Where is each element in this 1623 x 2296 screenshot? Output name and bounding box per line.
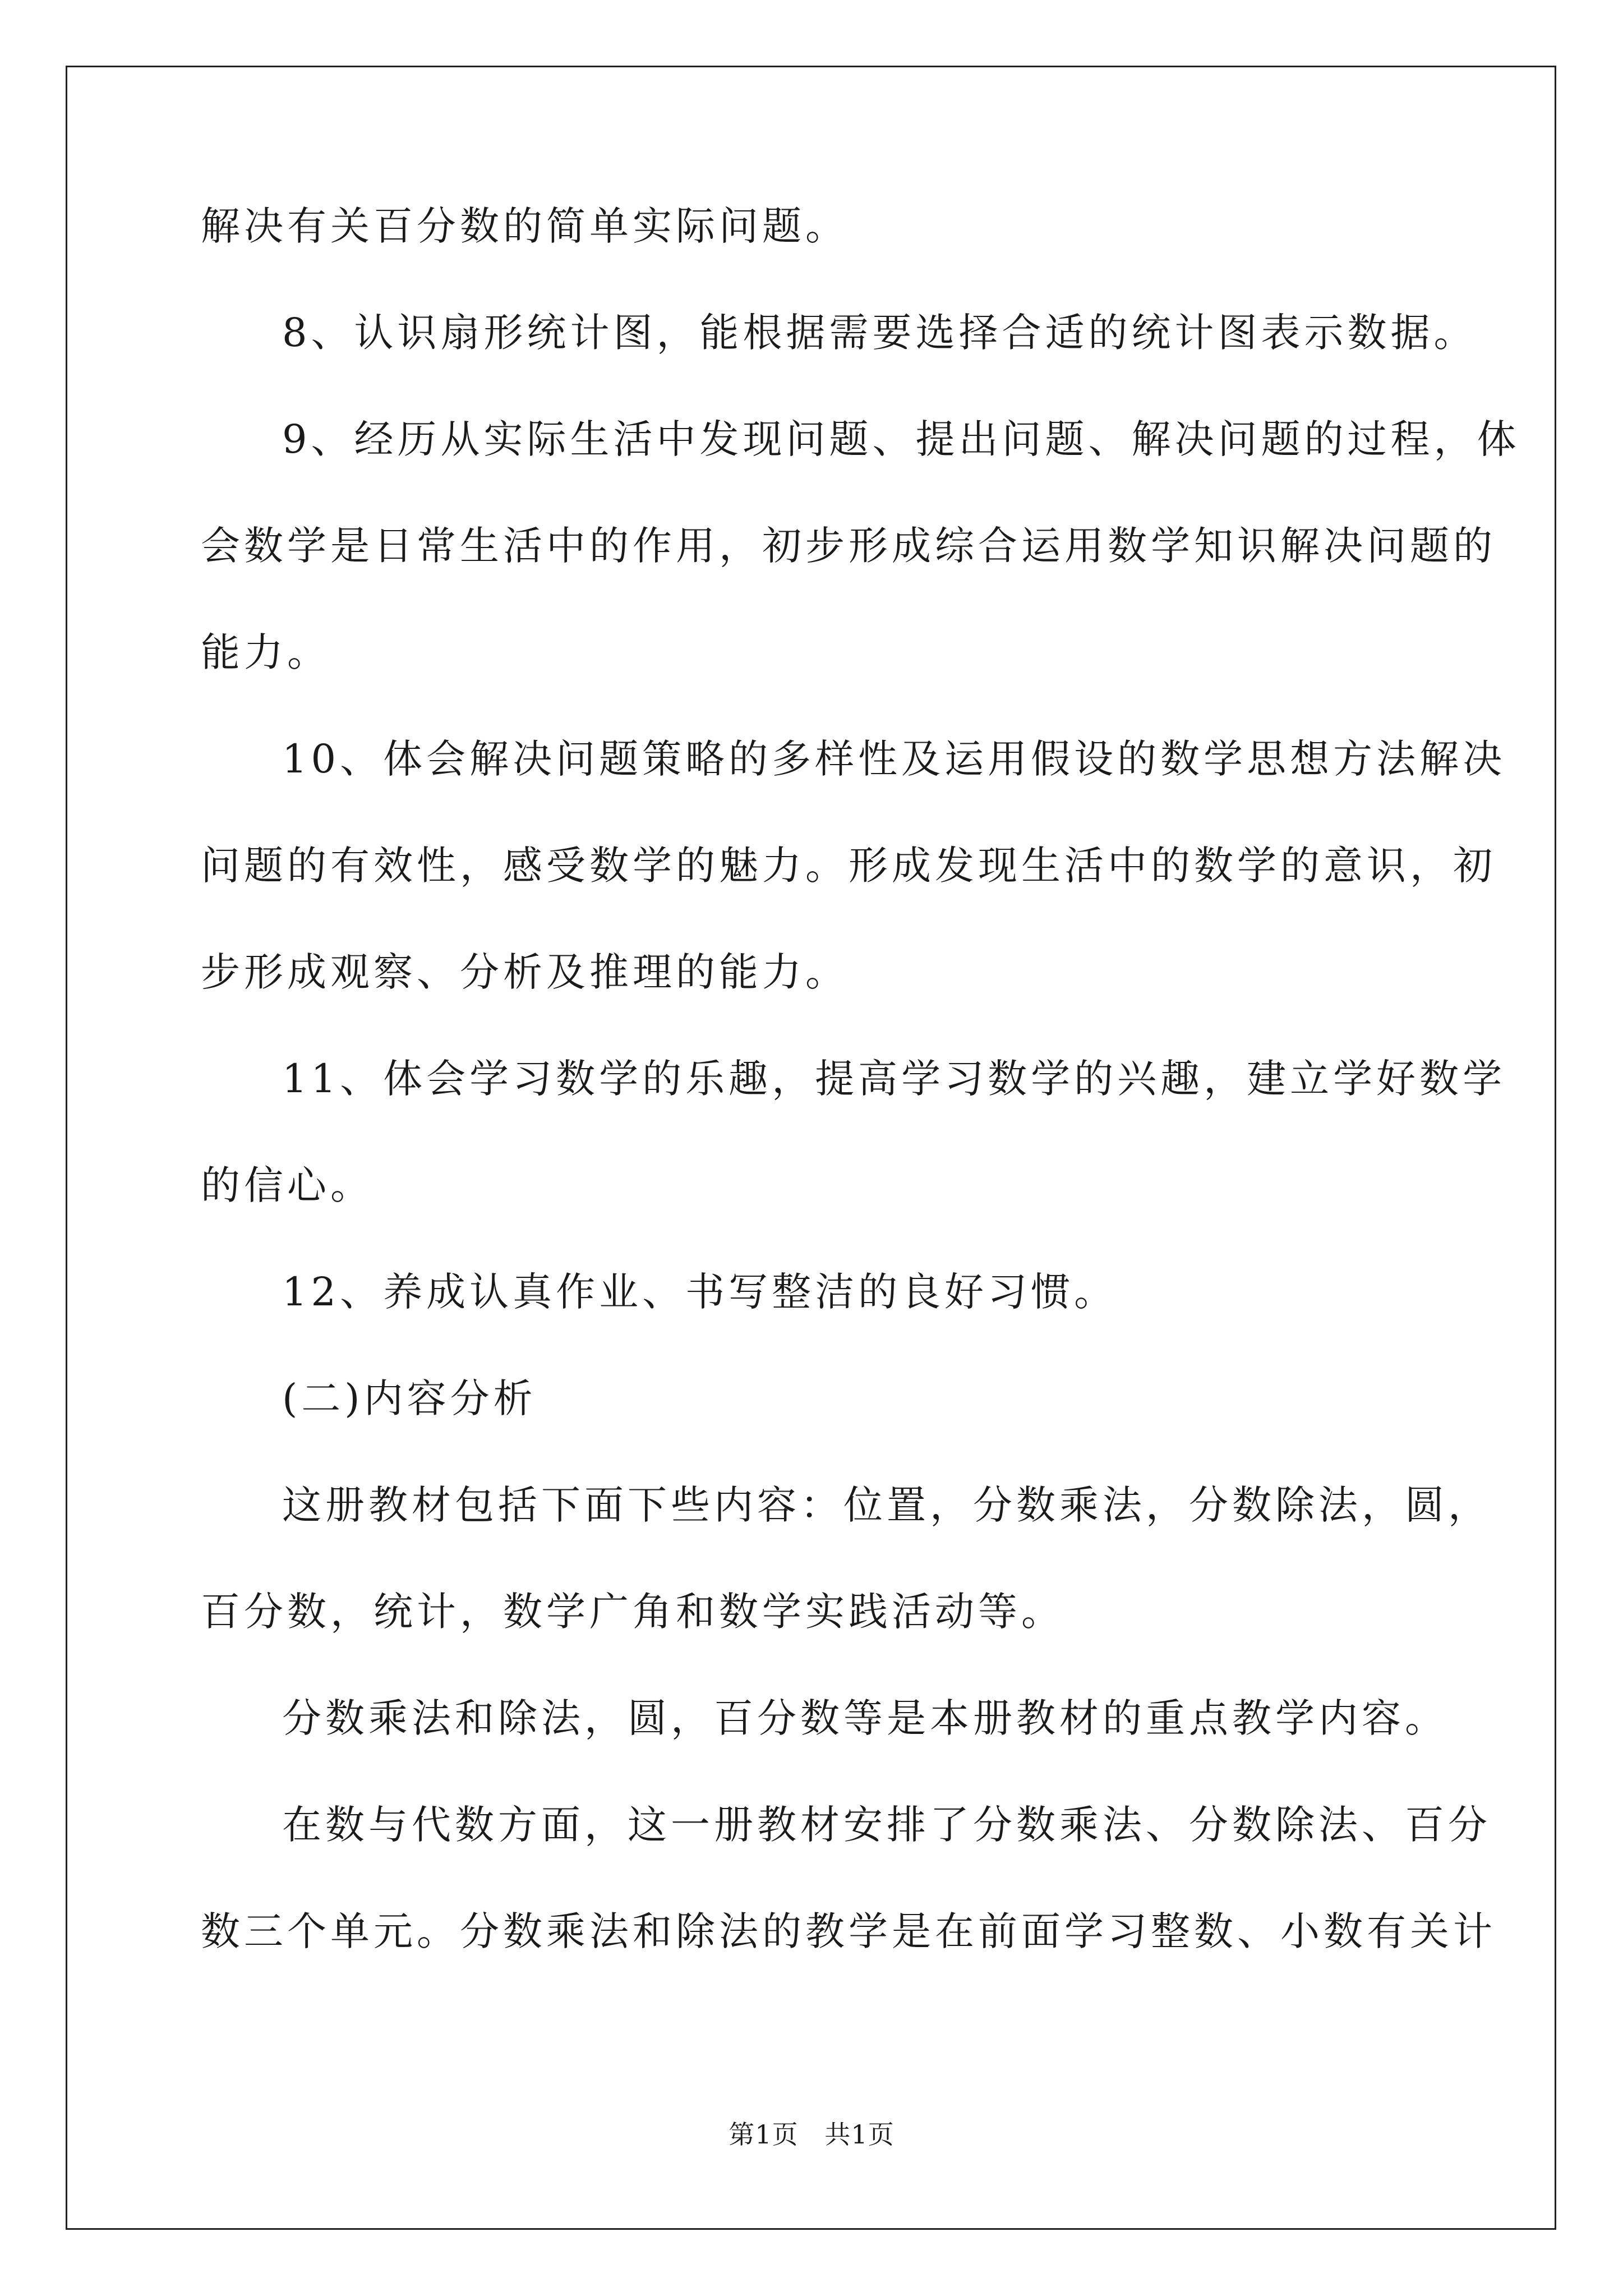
text-line: 在数与代数方面，这一册教材安排了分数乘法、分数除法、百分 <box>282 1802 1491 1848</box>
text-line: 9、经历从实际生活中发现问题、提出问题、解决问题的过程，体 <box>282 416 1520 462</box>
text-line: 8、认识扇形统计图，能根据需要选择合适的统计图表示数据。 <box>282 310 1477 356</box>
text-line: 11、体会学习数学的乐趣，提高学习数学的兴趣，建立学好数学 <box>282 1056 1506 1102</box>
text-line: 问题的有效性，感受数学的魅力。形成发现生活中的数学的意识，初 <box>201 843 1496 889</box>
text-line: 百分数，统计，数学广角和数学实践活动等。 <box>201 1589 1064 1635</box>
text-line: 能力。 <box>201 629 330 675</box>
text-line: 12、养成认真作业、书写整洁的良好习惯。 <box>282 1269 1118 1315</box>
text-line: 步形成观察、分析及推理的能力。 <box>201 949 849 995</box>
section-heading: (二)内容分析 <box>282 1375 537 1421</box>
page-footer: 第1页 共1页 <box>728 2119 895 2150</box>
text-line: 解决有关百分数的简单实际问题。 <box>201 203 849 249</box>
text-line: 的信心。 <box>201 1162 374 1208</box>
text-line: 这册教材包括下面下些内容：位置，分数乘法，分数除法，圆， <box>282 1482 1491 1528</box>
text-line: 会数学是日常生活中的作用，初步形成综合运用数学知识解决问题的 <box>201 523 1496 569</box>
page-border <box>66 66 1556 2230</box>
text-line: 分数乘法和除法，圆，百分数等是本册教材的重点教学内容。 <box>282 1695 1448 1741</box>
text-line: 10、体会解决问题策略的多样性及运用假设的数学思想方法解决 <box>282 736 1506 782</box>
text-line: 数三个单元。分数乘法和除法的教学是在前面学习整数、小数有关计 <box>201 1908 1496 1954</box>
